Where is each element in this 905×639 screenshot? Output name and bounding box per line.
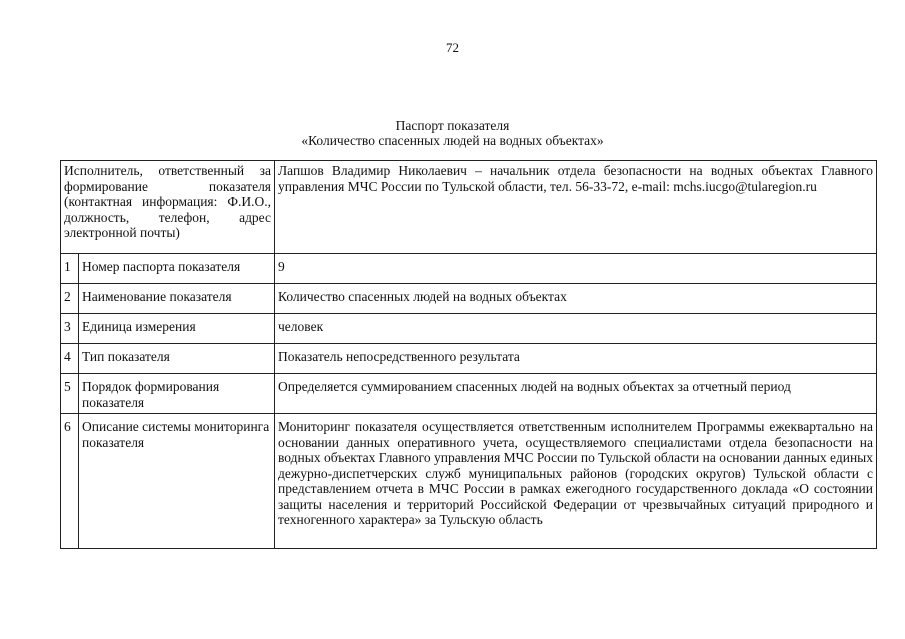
executor-label: Исполнитель, ответственный за формирование показателя (контактная информация: Ф.И.О., должность, телефон, адрес электронной почты)	[61, 161, 275, 254]
executor-value: Лапшов Владимир Николаевич – начальник отдела безопасности на водных объектах Главного управления МЧС России по Тульской области, тел. 56-33-72, e-mail: mchs.iucgo@tularegion.ru	[275, 161, 877, 254]
row-label: Тип показателя	[79, 344, 275, 374]
row-value: Определяется суммированием спасенных людей на водных объектах за отчетный период	[275, 374, 877, 414]
row-value: Мониторинг показателя осуществляется ответственным исполнителем Программы ежеквартально на основании данных оперативного учета, осуществляемого специалистами отдела безопасности на водных объектах Главного управления МЧС России по Тульской области на основании данных единых дежурно-диспетчерских служб муниципальных районов (городских округов) Тульской области с представлением отчета в МЧС России в рамках ежегодного государственного доклада «О состоянии защиты населения и территорий Российской Федерации от чрезвычайных ситуаций природного и техногенного характера» за Тульскую область	[275, 414, 877, 549]
table-row	[61, 344, 877, 374]
table-row-executor	[61, 161, 877, 254]
table-row	[61, 254, 877, 284]
row-number: 5	[61, 374, 79, 414]
title-line-1: Паспорт показателя	[395, 118, 510, 133]
document-title	[0, 118, 905, 148]
passport-table	[60, 160, 877, 549]
row-value: 9	[275, 254, 877, 284]
table-row	[61, 374, 877, 414]
row-number: 1	[61, 254, 79, 284]
table-row	[61, 314, 877, 344]
row-number: 3	[61, 314, 79, 344]
row-number: 2	[61, 284, 79, 314]
row-number: 6	[61, 414, 79, 549]
row-label: Номер паспорта показателя	[79, 254, 275, 284]
row-number: 4	[61, 344, 79, 374]
table-row	[61, 284, 877, 314]
row-value: человек	[275, 314, 877, 344]
row-label: Единица измерения	[79, 314, 275, 344]
row-value: Количество спасенных людей на водных объектах	[275, 284, 877, 314]
title-line-2: «Количество спасенных людей на водных объектах»	[301, 133, 604, 148]
table-row	[61, 414, 877, 549]
row-value: Показатель непосредственного результата	[275, 344, 877, 374]
row-label: Описание системы мониторинга показателя	[79, 414, 275, 549]
row-label: Порядок формирования показателя	[79, 374, 275, 414]
row-label: Наименование показателя	[79, 284, 275, 314]
page-number: 72	[446, 40, 459, 55]
